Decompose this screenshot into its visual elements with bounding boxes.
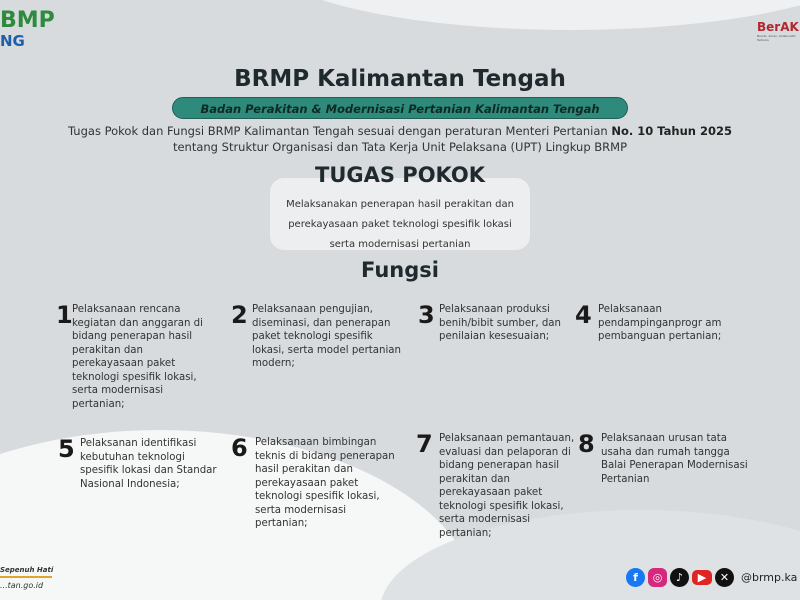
fungsi-text: Pelaksanaan urusan tata usaha dan rumah tangga Balai Penerapan Modernisasi Pertanian: [601, 433, 748, 485]
fungsi-item-7: [416, 430, 586, 560]
fungsi-text: Pelaksanaan pemantauan, evaluasi dan pelaporan di bidang penerapan hasil perakitan dan perekayasaan paket teknologi spesifik lokasi, serta modernisasi pertanian;: [439, 433, 575, 539]
fungsi-item-3: [418, 301, 568, 381]
fungsi-heading: Fungsi: [361, 258, 439, 282]
facebook-icon[interactable]: f: [626, 568, 645, 587]
youtube-icon[interactable]: ▶: [692, 570, 712, 585]
fungsi-item-6: [231, 434, 401, 554]
brmp-logo: [0, 8, 55, 56]
fungsi-item-5: [58, 435, 218, 515]
fungsi-text: Pelaksanaan pengujian, diseminasi, dan penerapan paket teknologi spesifik lokasi, serta model pertanian modern;: [252, 304, 401, 369]
slogan-underline: [0, 576, 52, 578]
logo-text-top: BMP: [0, 8, 55, 33]
intro-regulation-number: No. 10 Tahun 2025: [611, 124, 732, 138]
x-icon[interactable]: ✕: [715, 568, 734, 587]
fungsi-number: 6: [231, 434, 248, 462]
slogan: Sepenuh Hati: [0, 566, 54, 574]
fungsi-text: Pelaksanan identifikasi kebutuhan teknologi spesifik lokasi dan Standar Nasional Indonesia;: [80, 438, 217, 490]
fungsi-number: 5: [58, 435, 75, 463]
berakhlak-logo-subtext: Bersih, Aman, Kolaboratif, Terbuka: [757, 34, 797, 42]
fungsi-text: Pelaksanaan pendampinganprogr am pembanguan pertanian;: [598, 304, 722, 342]
fungsi-item-1: [56, 301, 216, 431]
fungsi-item-4: [575, 301, 725, 371]
fungsi-item-2: [231, 301, 401, 401]
tugas-pokok-text: Melaksanakan penerapan hasil perakitan dan perekayasaan paket teknologi spesifik lokasi serta modernisasi pertanian: [286, 199, 514, 250]
page-title: BRMP Kalimantan Tengah: [234, 66, 566, 92]
fungsi-text: Pelaksanaan bimbingan teknis di bidang penerapan hasil perakitan dan perekayasaan paket teknologi spesifik lokasi, serta modernisasi pertanian;: [255, 437, 395, 529]
fungsi-number: 7: [416, 430, 433, 458]
fungsi-item-8: [578, 430, 748, 500]
tugas-pokok-heading: TUGAS POKOK: [315, 163, 485, 187]
fungsi-number: 8: [578, 430, 595, 458]
social-handle: @brmp.ka: [741, 570, 798, 584]
subtitle-banner: [172, 97, 628, 119]
intro-text-1: Tugas Pokok dan Fungsi BRMP Kalimantan Tengah sesuai dengan peraturan Menteri Pertanian: [68, 124, 612, 138]
fungsi-number: 2: [231, 301, 248, 329]
fungsi-number: 3: [418, 301, 435, 329]
tiktok-icon[interactable]: ♪: [670, 568, 689, 587]
fungsi-number: 1: [56, 301, 73, 329]
background-shape-top: [260, 0, 800, 30]
intro-text-2: tentang Struktur Organisasi dan Tata Kerja Unit Pelaksana (UPT) Lingkup BRMP: [172, 140, 628, 154]
berakhlak-logo-text: BerAK: [757, 20, 799, 34]
fungsi-number: 4: [575, 301, 592, 329]
social-links: [626, 567, 797, 587]
fungsi-text: Pelaksanaan produksi benih/bibit sumber, dan penilaian kesesuaian;: [439, 304, 561, 342]
tugas-pokok-box: [270, 178, 530, 250]
instagram-icon[interactable]: ◎: [648, 568, 667, 587]
intro-paragraph: [60, 123, 740, 155]
fungsi-text: Pelaksanaan rencana kegiatan dan anggaran di bidang penerapan hasil perakitan dan perekayasaan paket teknologi spesifik lokasi, serta modernisasi pertanian;: [72, 304, 203, 410]
website-link[interactable]: ...tan.go.id: [0, 581, 44, 590]
berakhlak-logo: [757, 20, 800, 48]
logo-text-bottom: NG: [0, 32, 25, 50]
subtitle-text: Badan Perakitan & Modernisasi Pertanian Kalimantan Tengah: [200, 102, 600, 116]
